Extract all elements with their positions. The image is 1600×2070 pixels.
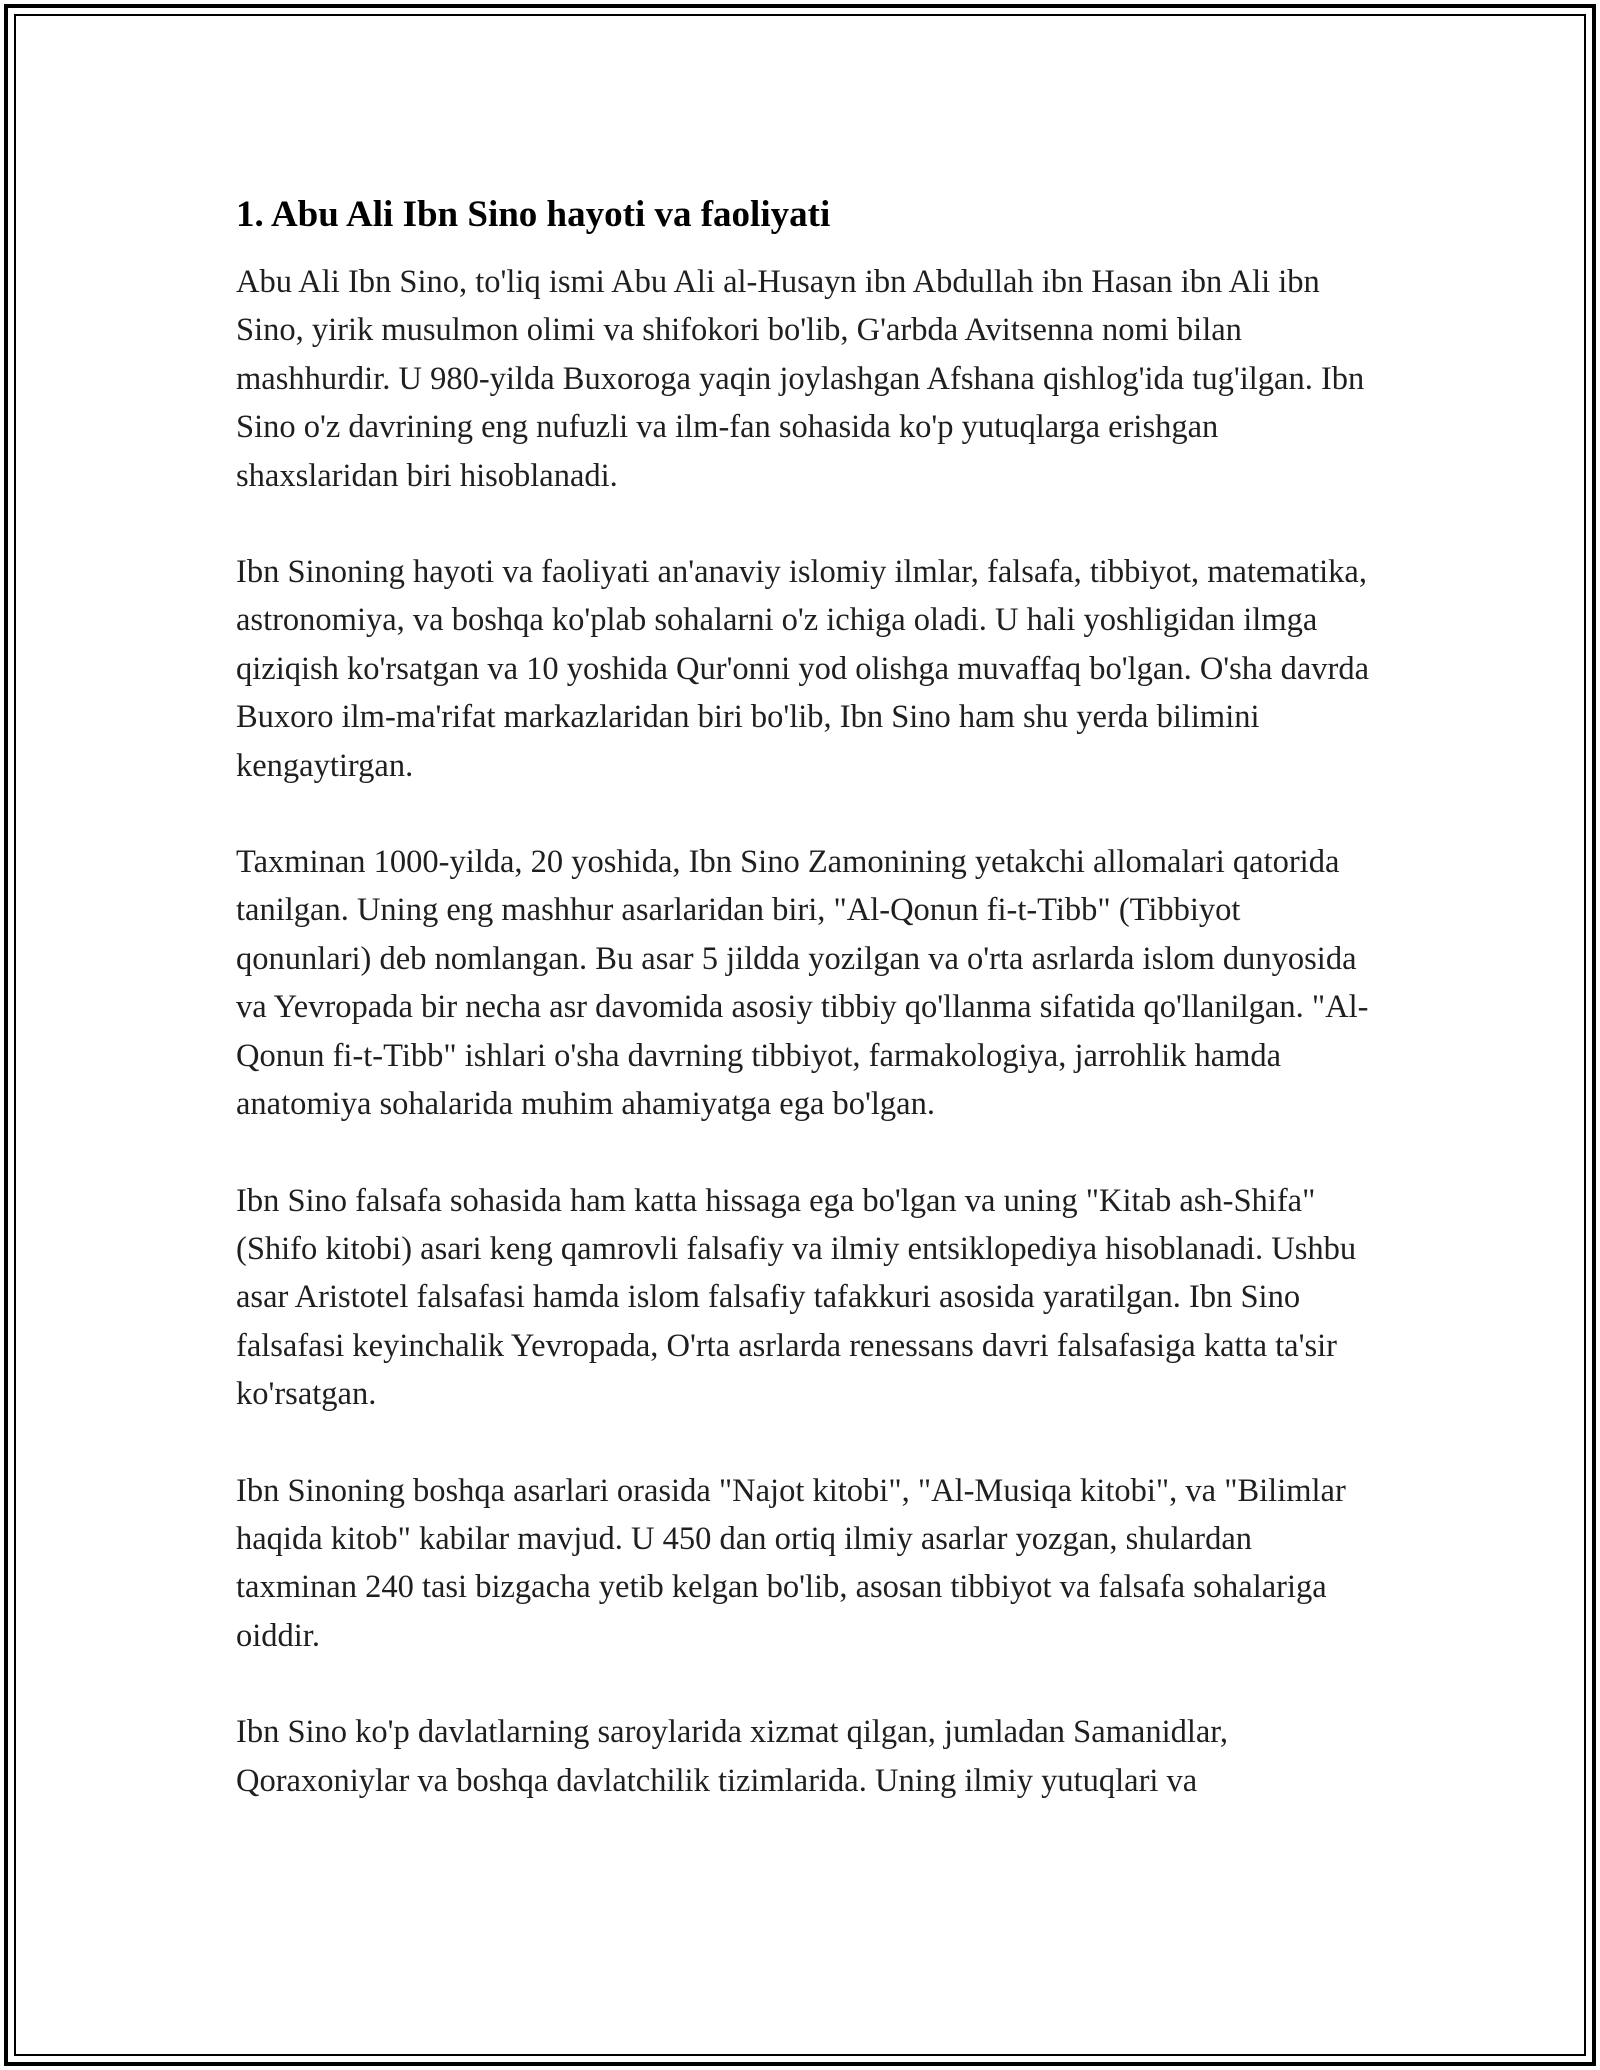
paragraph-6: Ibn Sino ko'p davlatlarning saroylarida xizmat qilgan, jumladan Samanidlar, Qoraxoniylar va boshqa davlatchilik tizimlarida. Uning ilmiy yutuqlari va: [236, 1714, 1228, 1799]
paragraph-5: Ibn Sinoning boshqa asarlari orasida "Najot kitobi", "Al-Musiqa kitobi", va "Bilimlar haqida kitob" kabilar mavjud. U 450 dan ortiq ilmiy asarlar yozgan, shulardan taxminan 240 tasi bizgacha yetib kelgan bo'lib, asosan tibbiyot va falsafa sohalariga oiddir.: [236, 1472, 1346, 1654]
paragraph-1: Abu Ali Ibn Sino, to'liq ismi Abu Ali al-Husayn ibn Abdullah ibn Hasan ibn Ali ibn Sino, yirik musulmon olimi va shifokori bo'lib, G'arbda Avitsenna nomi bilan mashhurdir. U 980-yilda Buxoroga yaqin joylashgan Afshana qishlog'ida tug'ilgan. Ibn Sino o'z davrining eng nufuzli va ilm-fan sohasida ko'p yutuqlarga erishgan shaxslaridan biri hisoblanadi.: [236, 264, 1365, 494]
section-heading: 1. Abu Ali Ibn Sino hayoti va faoliyati: [236, 194, 831, 235]
paragraph-4: Ibn Sino falsafa sohasida ham katta hissaga ega bo'lgan va uning "Kitab ash-Shifa" (Shifo kitobi) asari keng qamrovli falsafiy va ilmiy entsiklopediya hisoblanadi. Ushbu asar Aristotel falsafasi hamda islom falsafiy tafakkuri asosida yaratilgan. Ibn Sino falsafasi keyinchalik Yevropada, O'rta asrlarda renessans davri falsafasiga katta ta'sir ko'rsatgan.: [236, 1182, 1357, 1413]
document-body: [236, 190, 1370, 1853]
paragraph-2: Ibn Sinoning hayoti va faoliyati an'anaviy islomiy ilmlar, falsafa, tibbiyot, matematika, astronomiya, va boshqa ko'plab sohalarni o'z ichiga oladi. U hali yoshligidan ilmga qiziqish ko'rsatgan va 10 yoshida Qur'onni yod olishga muvaffaq bo'lgan. O'sha davrda Buxoro ilm-ma'rifat markazlaridan biri bo'lib, Ibn Sino ham shu yerda bilimini kengaytirgan.: [236, 554, 1370, 784]
paragraph-3: Taxminan 1000-yilda, 20 yoshida, Ibn Sino Zamonining yetakchi allomalari qatorida tanilgan. Uning eng mashhur asarlaridan biri, "Al-Qonun fi-t-Tibb" (Tibbiyot qonunlari) deb nomlangan. Bu asar 5 jildda yozilgan va o'rta asrlarda islom dunyosida va Yevropada bir necha asr davomida asosiy tibbiy qo'llanma sifatida qo'llanilgan. "Al-Qonun fi-t-Tibb" ishlari o'sha davrning tibbiyot, farmakologiya, jarrohlik hamda anatomiya sohalarida muhim ahamiyatga ega bo'lgan.: [236, 844, 1369, 1123]
